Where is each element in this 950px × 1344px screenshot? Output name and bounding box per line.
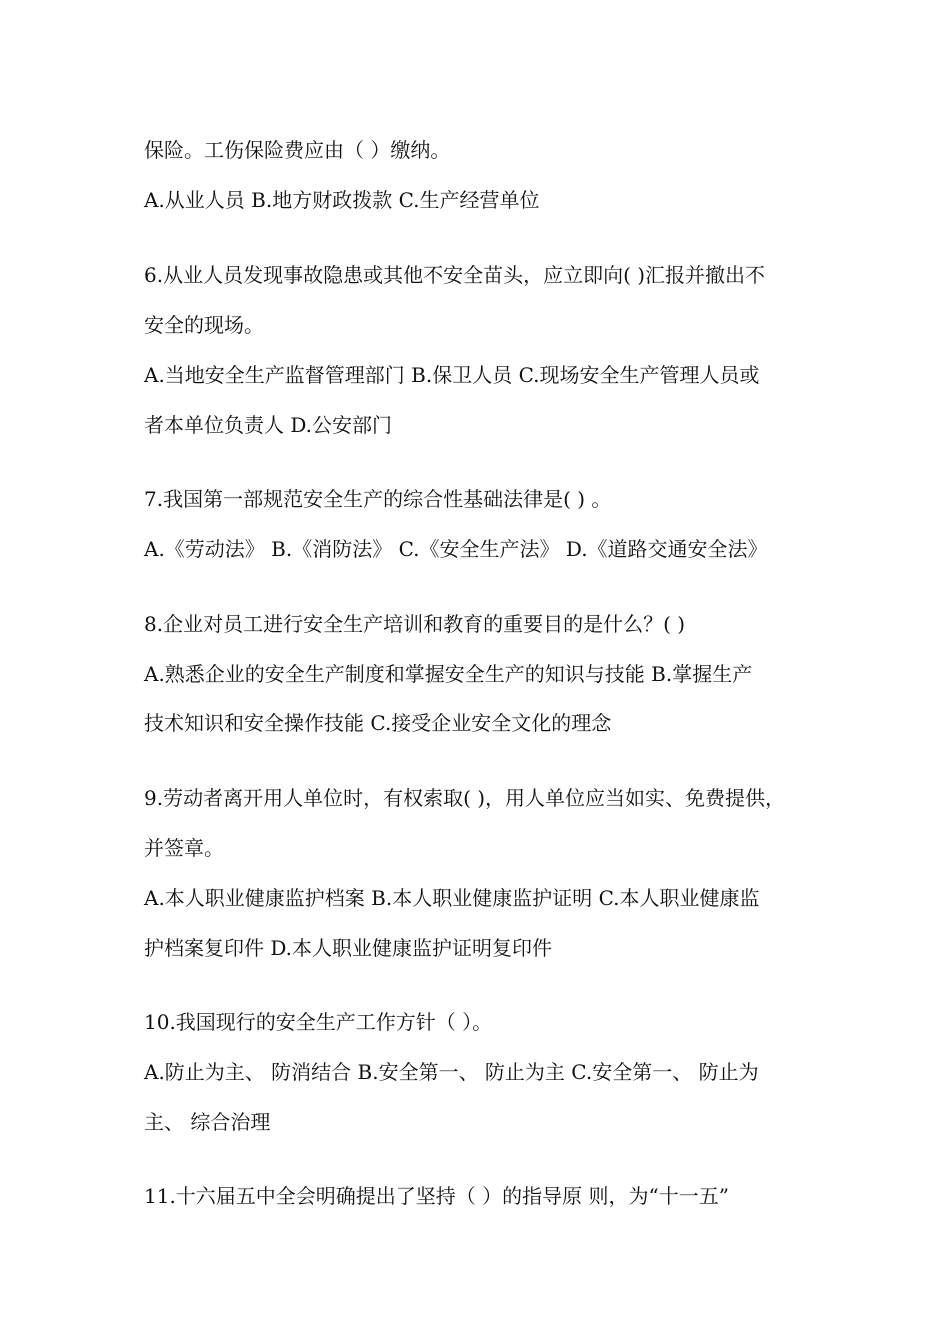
question-8-options-line-1: A.熟悉企业的安全生产制度和掌握安全生产的知识与技能 B.掌握生产	[144, 662, 753, 686]
question-9-stem-line-1: 9.劳动者离开用人单位时，有权索取( )，用人单位应当如实、免费提供，	[144, 786, 786, 810]
question-8-options-line-2: 技术知识和安全操作技能 C.接受企业安全文化的理念	[144, 711, 612, 735]
question-5-continuation: 保险。工伤保险费应由（ ）缴纳。	[144, 138, 451, 162]
question-9-options-line-1: A.本人职业健康监护档案 B.本人职业健康监护证明 C.本人职业健康监	[144, 886, 760, 910]
question-10-options-line-1: A.防止为主、 防消结合 B.安全第一、 防止为主 C.安全第一、 防止为	[144, 1060, 759, 1084]
question-6-options-line-2: 者本单位负责人 D.公安部门	[144, 413, 393, 437]
question-5-options: A.从业人员 B.地方财政拨款 C.生产经营单位	[144, 188, 540, 212]
question-6-stem-line-1: 6.从业人员发现事故隐患或其他不安全苗头，应立即向( )汇报并撤出不	[144, 263, 766, 287]
question-10-options-line-2: 主、 综合治理	[144, 1110, 271, 1134]
question-9-options-line-2: 护档案复印件 D.本人职业健康监护证明复印件	[144, 936, 553, 960]
question-8-stem: 8.企业对员工进行安全生产培训和教育的重要目的是什么？( )	[144, 612, 686, 636]
question-11-stem: 11.十六届五中全会明确提出了坚持（ ）的指导原 则，为“十一五”	[144, 1184, 729, 1208]
question-7-options: A.《劳动法》 B.《消防法》 C.《安全生产法》 D.《道路交通安全法》	[144, 537, 768, 561]
question-9-stem-line-2: 并签章。	[144, 836, 224, 860]
question-7-stem: 7.我国第一部规范安全生产的综合性基础法律是( ) 。	[144, 487, 612, 511]
question-10-stem: 10.我国现行的安全生产工作方针（ ）。	[144, 1010, 493, 1034]
question-6-options-line-1: A.当地安全生产监督管理部门 B.保卫人员 C.现场安全生产管理人员或	[144, 363, 760, 387]
question-6-stem-line-2: 安全的现场。	[144, 313, 264, 337]
